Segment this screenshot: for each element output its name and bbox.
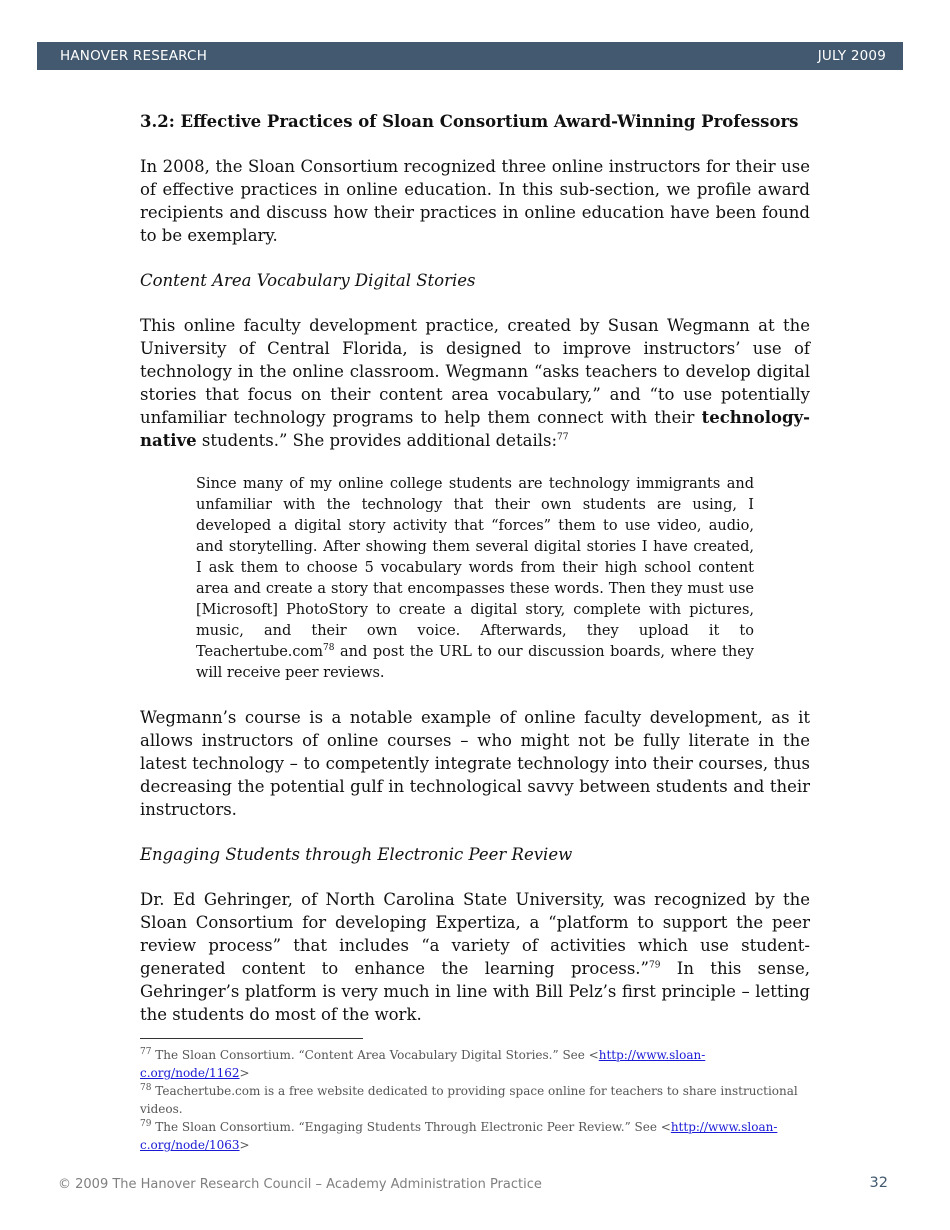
footnote-77-link[interactable]: http://www.sloan-c.org/node/1162 xyxy=(140,1048,706,1080)
intro-paragraph: In 2008, the Sloan Consortium recognized three online instructors for their use of effective practices in online education. In this sub-section, we profile award recipients and discuss how their practices in online education have been found to be exemplary. xyxy=(140,157,810,245)
subsection-title-2: Engaging Students through Electronic Peer Review xyxy=(140,845,573,864)
subsection-title-1: Content Area Vocabulary Digital Stories xyxy=(140,271,476,290)
footnotes xyxy=(140,1046,810,1154)
header-date: JULY 2009 xyxy=(817,48,886,64)
footnote-77-end: > xyxy=(239,1066,250,1080)
footnote-77-number: 77 xyxy=(140,1047,152,1057)
block-quote xyxy=(196,474,754,684)
story2-paragraph xyxy=(140,888,810,1026)
header-org: HANOVER RESEARCH xyxy=(60,48,208,64)
story1-paragraph-2: Wegmann’s course is a notable example of online faculty development, as it allows instructors of online courses – who might not be fully literate in the latest technology – to competently integrate technology into their courses, thus decreasing the potential gulf in technological savvy between students and their instructors. xyxy=(140,708,810,819)
footnote-79-text: The Sloan Consortium. “Engaging Students Through Electronic Peer Review.” See < xyxy=(151,1120,671,1134)
footnote-ref-78[interactable]: 78 xyxy=(322,643,335,654)
quote-text-b: and post the URL to our discussion boards, where they will receive peer reviews. xyxy=(196,644,754,681)
footer-copyright: © 2009 The Hanover Research Council – Academy Administration Practice xyxy=(58,1177,542,1192)
story1-text-a: This online faculty development practice, created by Susan Wegmann at the University of Central Florida, is designed to improve instructors’ use of technology in the online classroom. Wegmann “asks teachers to develop digital stories that focus on their content area vocabulary,” and “to use potentially unfamiliar technology programs to help them connect with their xyxy=(140,316,810,427)
page-number: 32 xyxy=(869,1175,888,1191)
story2-text-a: Dr. Ed Gehringer, of North Carolina State University, was recognized by the Sloan Consortium for developing Expertiza, a “platform to support the peer review process” that includes “a variety of activities which use student-generated content to enhance the learning process.” xyxy=(140,890,810,978)
story1-bold-term: technology-native xyxy=(140,408,810,450)
footnote-ref-79[interactable]: 79 xyxy=(648,960,661,971)
footnote-separator xyxy=(140,1038,363,1039)
footnote-77-text: The Sloan Consortium. “Content Area Vocabulary Digital Stories.” See < xyxy=(151,1048,599,1062)
footnote-ref-77[interactable]: 77 xyxy=(557,432,569,443)
footnote-79-link-a[interactable]: http://www.sloan- xyxy=(670,1120,778,1134)
section-heading: 3.2: Effective Practices of Sloan Consortium Award-Winning Professors xyxy=(140,112,799,131)
main-content xyxy=(140,110,810,1048)
story1-paragraph xyxy=(140,314,810,452)
footnote-79-end: > xyxy=(239,1138,250,1152)
footnote-79 xyxy=(140,1118,810,1154)
footnote-79-link-b[interactable]: c.org/node/1063 xyxy=(140,1138,240,1152)
footnote-78-number: 78 xyxy=(140,1083,152,1093)
page-header-bar xyxy=(37,42,903,70)
quote-text-a: Since many of my online college students are technology immigrants and unfamiliar with the technology that their own students are using, I developed a digital story activity that “forces” them to use video, audio, and storytelling. After showing them several digital stories I have created, I ask them to choose 5 vocabulary words from their high school content area and create a story that encompasses these words. Then they must use [Microsoft] PhotoStory to create a digital story, complete with pictures, music, and their own voice. Afterwards, they upload it to Teachertube.com xyxy=(196,476,754,660)
footnote-79-number: 79 xyxy=(140,1119,152,1129)
story1-text-b: students.” She provides additional details: xyxy=(196,431,558,450)
footnote-78-text: Teachertube.com is a free website dedicated to providing space online for teachers to share instructional videos. xyxy=(140,1084,798,1116)
footnote-77 xyxy=(140,1046,810,1082)
footnote-78 xyxy=(140,1082,810,1118)
story2-text-b: In this sense, Gehringer’s platform is very much in line with Bill Pelz’s first principle – letting the students do most of the work. xyxy=(140,959,811,1024)
